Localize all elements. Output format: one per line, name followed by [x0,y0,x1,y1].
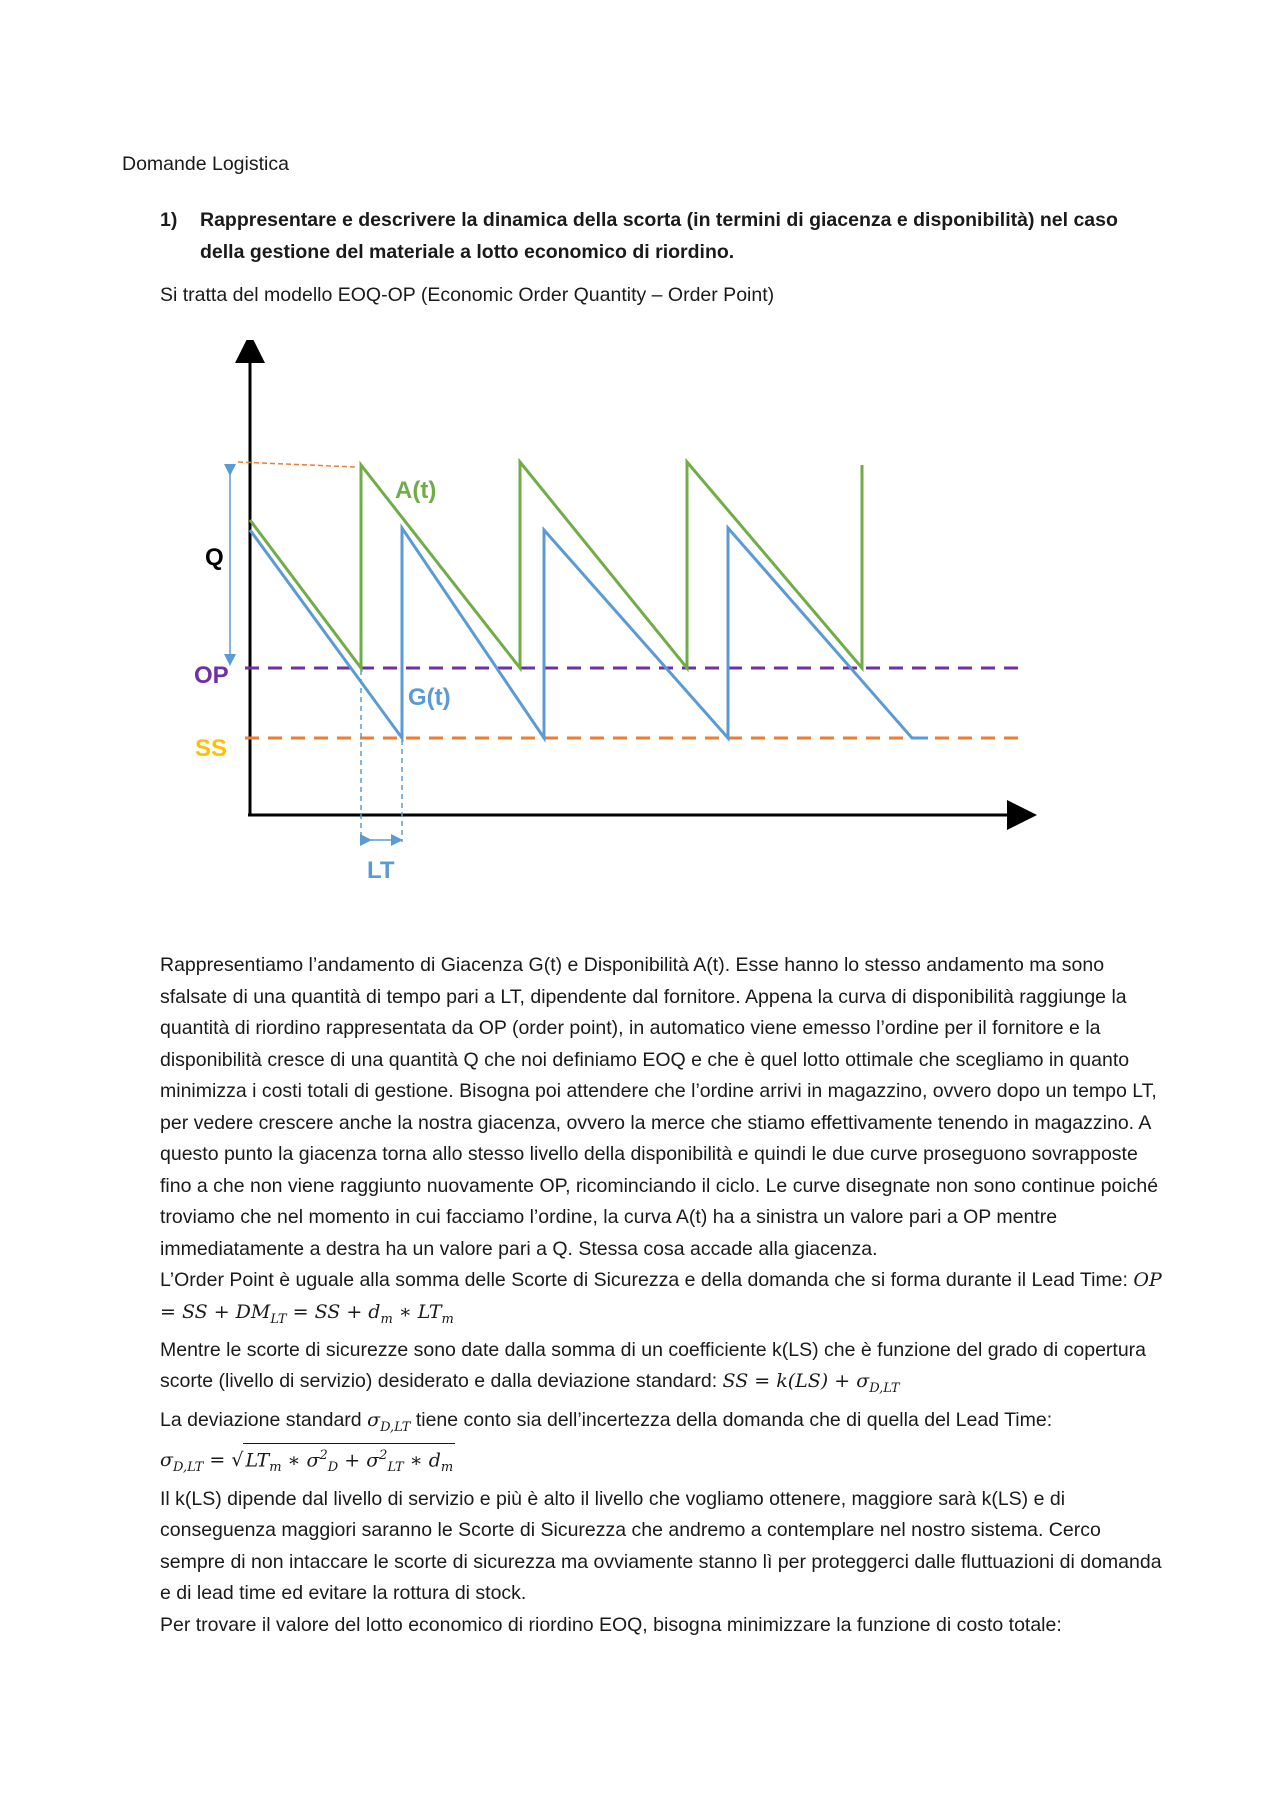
paragraph-5-formula: $\sigma_{D,LT}$ = √ $LT_m$ ∗ $\sigma^2_D + \sigma^2_{LT}$ ∗ $d_m$ [160,1443,1170,1484]
label-op: OP [194,662,229,689]
paragraph-6: Il k(LS) dipende dal livello di servizio e più è alto il livello che vogliamo ottenere, maggiore sarà k(LS) e di conseguenza maggiori saranno le Scorte di Sicurezza che andremo a contemplare nel nostro sistema. Cerco sempre di non intaccare le scorte di sicurezza ma ovviamente stanno lì per proteggerci dalle fluttuazioni di domanda e di lead time ed evitare la rottura di stock. [160,1487,1162,1605]
stock-curve-g [250,528,928,738]
paragraph-3: Mentre le scorte di sicurezze sono date dalla somma di un coefficiente k(LS) che è funzione del grado di copertura scorte (livello di servizio) desiderato e dalla deviazione standard: SS = $k(LS) + \sigma_{D,LT}$ [160,1338,1147,1397]
label-q: Q [205,544,224,571]
body-text [160,950,1170,1641]
question-number: 1) [160,209,178,231]
intro-text: Si tratta del modello EOQ-OP (Economic Order Quantity – Order Point) [160,284,775,306]
eoq-op-diagram [190,340,1040,900]
label-lt: LT [367,857,395,884]
availability-curve-a [250,462,862,668]
document-header: Domande Logistica [122,153,289,175]
label-at: A(t) [395,477,437,504]
paragraph-1: Rappresentiamo l’andamento di Giacenza G(t) e Disponibilità A(t). Esse hanno lo stesso andamento ma sono sfalsate di una quantità di tempo pari a LT, dipendente dal fornitore. Appena la curva di disponibilità raggiunge la quantità di riordino rappresentata da OP (order point), in automatico viene emesso l’ordine per il fornitore e la disponibilità cresce di una quantità Q che noi definiamo EOQ e che è quel lotto ottimale che scegliamo in quanto minimizza i costi totali di gestione. Bisogna poi attendere che l’ordine arrivi in magazzino, ovvero dopo un tempo LT, per vedere crescere anche la nostra giacenza, ovvero la merce che stiamo effettivamente tenendo in magazzino. A questo punto la giacenza torna allo stesso livello della disponibilità e quindi le due curve proseguono sovrapposte fino a che non viene raggiunto nuovamente OP, ricominciando il ciclo. Le curve disegnate non sono continue poiché troviamo che nel momento in cui facciamo l’ordine, la curva A(t) ha a sinistra un valore pari a OP mentre immediatamente a destra ha un valore pari a Q. Stessa cosa accade alla giacenza. [160,954,1159,1260]
paragraph-4: La deviazione standard $\sigma_{D,LT}$ tiene conto sia dell’incertezza della domanda che di quella del Lead Time: [160,1408,1053,1435]
label-ss: SS [195,735,228,762]
paragraph-2: L’Order Point è uguale alla somma delle Scorte di Sicurezza e della domanda che si forma durante il Lead Time: OP = SS + $DM_{LT}$ = SS + $d_m$ ∗ $LT_m$ [160,1269,1162,1327]
label-gt: G(t) [408,684,451,711]
paragraph-7: Per trovare il valore del lotto economico di riordino EOQ, bisogna minimizzare la funzione di costo totale: [160,1613,1062,1636]
question-text: Rappresentare e descrivere la dinamica della scorta (in termini di giacenza e disponibilità) nel caso della gestione del materiale a lotto economico di riordino. [200,209,1118,263]
q-top-dash [238,462,356,467]
